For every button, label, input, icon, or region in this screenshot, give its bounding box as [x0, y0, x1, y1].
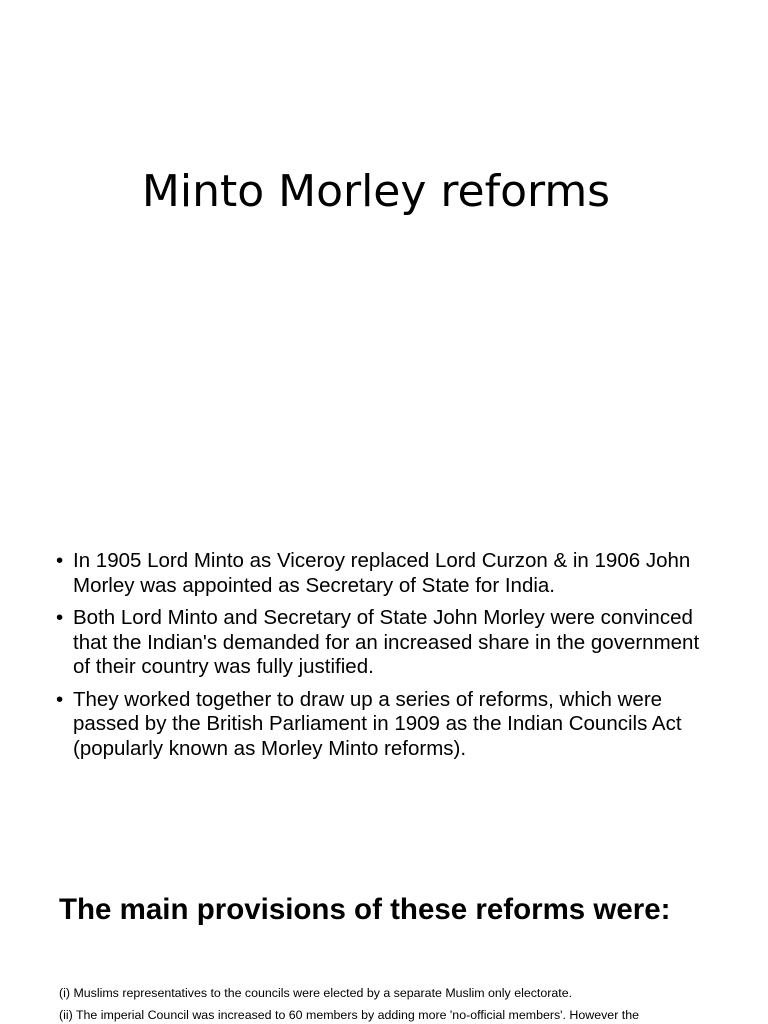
bullet-text: Both Lord Minto and Secretary of State John Morley were convinced that the Indian's demanded for an increased share in the government of their country was fully justified. — [73, 606, 700, 678]
page-title: Minto Morley reforms — [141, 166, 611, 217]
bullet-list — [56, 549, 716, 769]
bullet-marker: • — [56, 687, 64, 711]
bullet-item — [56, 688, 716, 762]
bullet-marker: • — [56, 549, 64, 572]
provision-item: (i) Muslims representatives to the councils were elected by a separate Muslim only electorate. — [59, 986, 573, 1000]
bullet-text: In 1905 Lord Minto as Viceroy replaced Lord Curzon & in 1906 John Morley was appointed as Secretary of State for India. — [73, 549, 691, 597]
bullet-item — [56, 606, 716, 680]
bullet-text: They worked together to draw up a series of reforms, which were passed by the British Parliament in 1909 as the Indian Councils Act (popularly known as Morley Minto reforms). — [73, 687, 682, 760]
bullet-marker: • — [56, 606, 64, 629]
provision-item: (ii) The imperial Council was increased to 60 members by adding more 'no-official members'. However the — [59, 1008, 639, 1022]
section-heading: The main provisions of these reforms were: — [59, 893, 671, 926]
provisions-list — [59, 982, 719, 1024]
bullet-item — [56, 549, 716, 598]
